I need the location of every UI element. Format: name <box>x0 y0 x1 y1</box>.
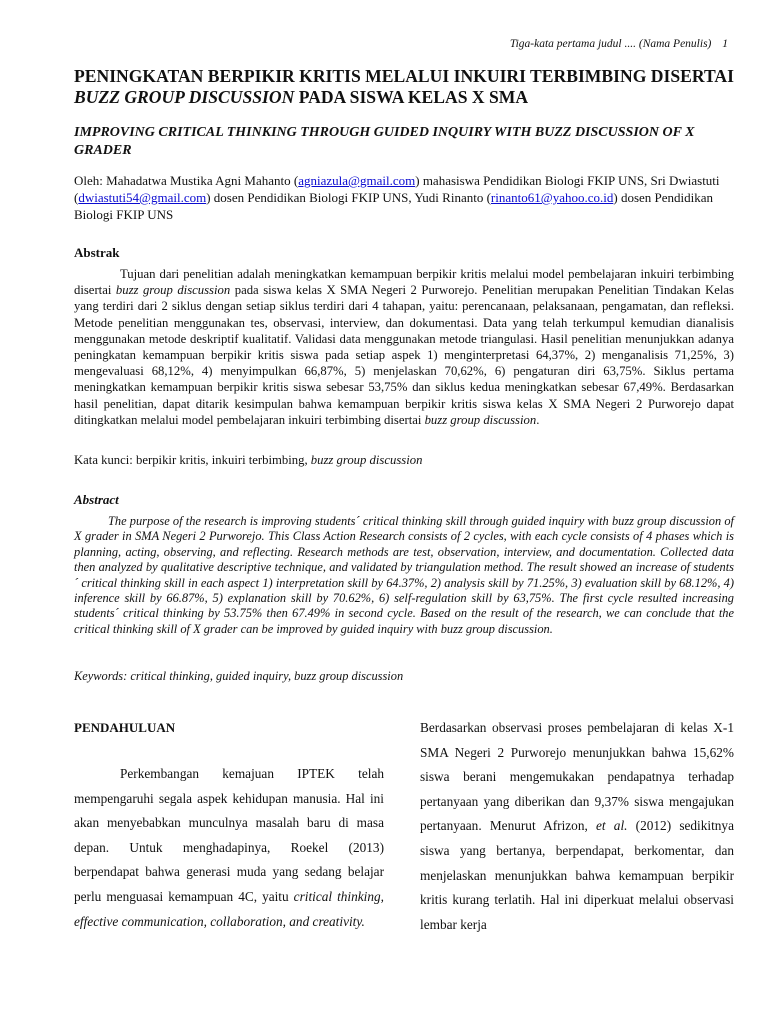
abstrak-p1: Tujuan dari penelitian adalah meningkatkan kemampuan berpikir kritis melalui model pembelajaran inkuiri terbimbing disertai <box>74 267 734 298</box>
right-column-text <box>420 716 734 937</box>
author-text-3: ) dosen Pendidikan Biologi FKIP UNS, Yudi Rinanto ( <box>206 190 491 205</box>
abstrak-body <box>74 266 734 428</box>
kata-kunci <box>74 453 734 468</box>
abstrak-p2: pada siswa kelas X SMA Negeri 2 Purworejo. Penelitian merupakan Penelitian Tindakan Kelas yang terdiri dari 2 siklus dengan setiap siklus terdiri dari 4 tahapan, yaitu: perencanaan, pelaksanaan, pengamatan, dan refleksi. Metode penelitian menggunakan tes, observasi, interview, dan dokumentasi. Data yang telah terkumpul kemudian dianalisis menggunakan metode deskriptif kualitatif. Validasi data menggunakan metode triangulasi. Hasil penelitian menunjukkan adanya peningkatan kemampuan berpikir kritis siswa pada setiap aspek 1) menginterpretasi 64,37%, 2) menganalisis 71,25%, 3) mengevaluasi 68,12%, 4) menyimpulkan 66,87%, 5) menjelaskan 70,62%, 6) pengaturan diri 63,75%. Siklus pertama meningkatkan kemampuan berpikir kritis siswa sebesar 53,75% dan siklus kedua meningkatkan sebesar 67,49%. Berdasarkan hasil penelitian, dapat ditarik kesimpulan bahwa kemampuan berpikir kritis siswa kelas X SMA Negeri 2 Purworejo dapat ditingkatkan melalui model pembelajaran inkuiri terbimbing disertai <box>74 283 734 427</box>
abstrak-p1-italic: buzz group discussion <box>115 283 231 298</box>
running-title: Tiga-kata pertama judul .... (Nama Penulis) <box>509 38 712 50</box>
abstrak-p2-italic: buzz group discussion <box>424 412 537 427</box>
abstrak-heading: Abstrak <box>74 245 120 260</box>
right-text-1: Berdasarkan observasi proses pembelajaran di kelas X-1 SMA Negeri 2 Purworejo menunjukkan bahwa 15,62% siswa berani mengemukakan pendapatnya terhadap pertanyaan yang diberikan dan 9,37% siswa mengajukan pertanyaan. Menurut Afrizon, <box>420 720 734 834</box>
title-part1: PENINGKATAN BERPIKIR KRITIS MELALUI INKUIRI TERBIMBING DISERTAI <box>74 66 734 86</box>
author-text-2: ) mahasiswa Pendidikan Biologi FKIP UNS, Sri Dwiastuti ( <box>74 173 720 205</box>
email-link-2[interactable]: dwiastuti54@gmail.com <box>78 190 207 205</box>
page-number: 1 <box>722 38 728 50</box>
left-text: Perkembangan kemajuan IPTEK telah mempengaruhi segala aspek kehidupan manusia. Hal ini akan menyebabkan munculnya masalah baru di masa depan. Untuk menghadapinya, Roekel (2013) berpendapat bahwa generasi muda yang sedang belajar perlu menguasai kemampuan 4C, yaitu <box>74 766 384 904</box>
keywords: Keywords: critical thinking, guided inquiry, buzz group discussion <box>74 669 404 683</box>
abstract-body: The purpose of the research is improving students´ critical thinking skill through guided inquiry with buzz group discussion of X grader in SMA Negeri 2 Purworejo. This Class Action Research consists of 2 cycles, with each cycle consists of 4 phases which is planning, acting, observing, and reflecting. Research methods are test, observation, interview, and documentation. Collected data then analyzed by qualitative descriptive technique, and validated by triangulation method. The result showed an increase of students´ critical thinking skill in each aspect 1) interpretation skill by 64.37%, 2) analysis skill by 71.25%, 3) evaluation skill by 68.12%, 4) inference skill by 66.87%, 5) explanation skill by 70.62%, 6) self-regulation skill by 63,75%. The first cycle resulted increasing students´ critical thinking by 53.75% then 67.49% in second cycle. Based on the result of the research, we can conclude that the critical thinking skill of X grader can be improved by guided inquiry with buzz group discussion. <box>74 514 734 636</box>
paper-title <box>74 66 734 108</box>
author-text-1: Oleh: Mahadatwa Mustika Agni Mahanto ( <box>74 173 299 188</box>
author-line <box>74 172 734 223</box>
title-part2: PADA SISWA KELAS X SMA <box>294 87 529 107</box>
right-text-2: (2012) sedikitnya siswa yang bertanya, berpendapat, berkomentar, dan menjelaskan menunjukkan bahwa kemampuan berpikir kritis kurang terlatih. Hal ini diperkuat melalui observasi lembar kerja <box>420 818 734 932</box>
email-link-1[interactable]: agniazula@gmail.com <box>298 173 416 188</box>
abstract-heading: Abstract <box>74 492 119 507</box>
running-header <box>510 38 728 50</box>
paper-subtitle: IMPROVING CRITICAL THINKING THROUGH GUIDED INQUIRY WITH BUZZ DISCUSSION OF X GRADER <box>74 125 695 158</box>
kata-kunci-italic: buzz group discussion <box>310 453 423 467</box>
author-text-4: ) dosen Pendidikan Biologi FKIP UNS <box>74 190 714 222</box>
left-column <box>74 720 384 934</box>
left-column-text <box>74 762 384 934</box>
right-column <box>420 716 734 937</box>
kata-kunci-text: Kata kunci: berpikir kritis, inkuiri terbimbing, <box>74 453 311 467</box>
pendahuluan-heading: PENDAHULUAN <box>74 720 176 735</box>
title-italic: BUZZ GROUP DISCUSSION <box>74 87 295 107</box>
abstrak-p3: . <box>536 412 540 427</box>
left-italic: critical thinking, effective communication, collaboration, and creativity. <box>74 888 384 929</box>
email-link-3[interactable]: rinanto61@yahoo.co.id <box>490 190 614 205</box>
right-italic: et al. <box>596 818 628 834</box>
